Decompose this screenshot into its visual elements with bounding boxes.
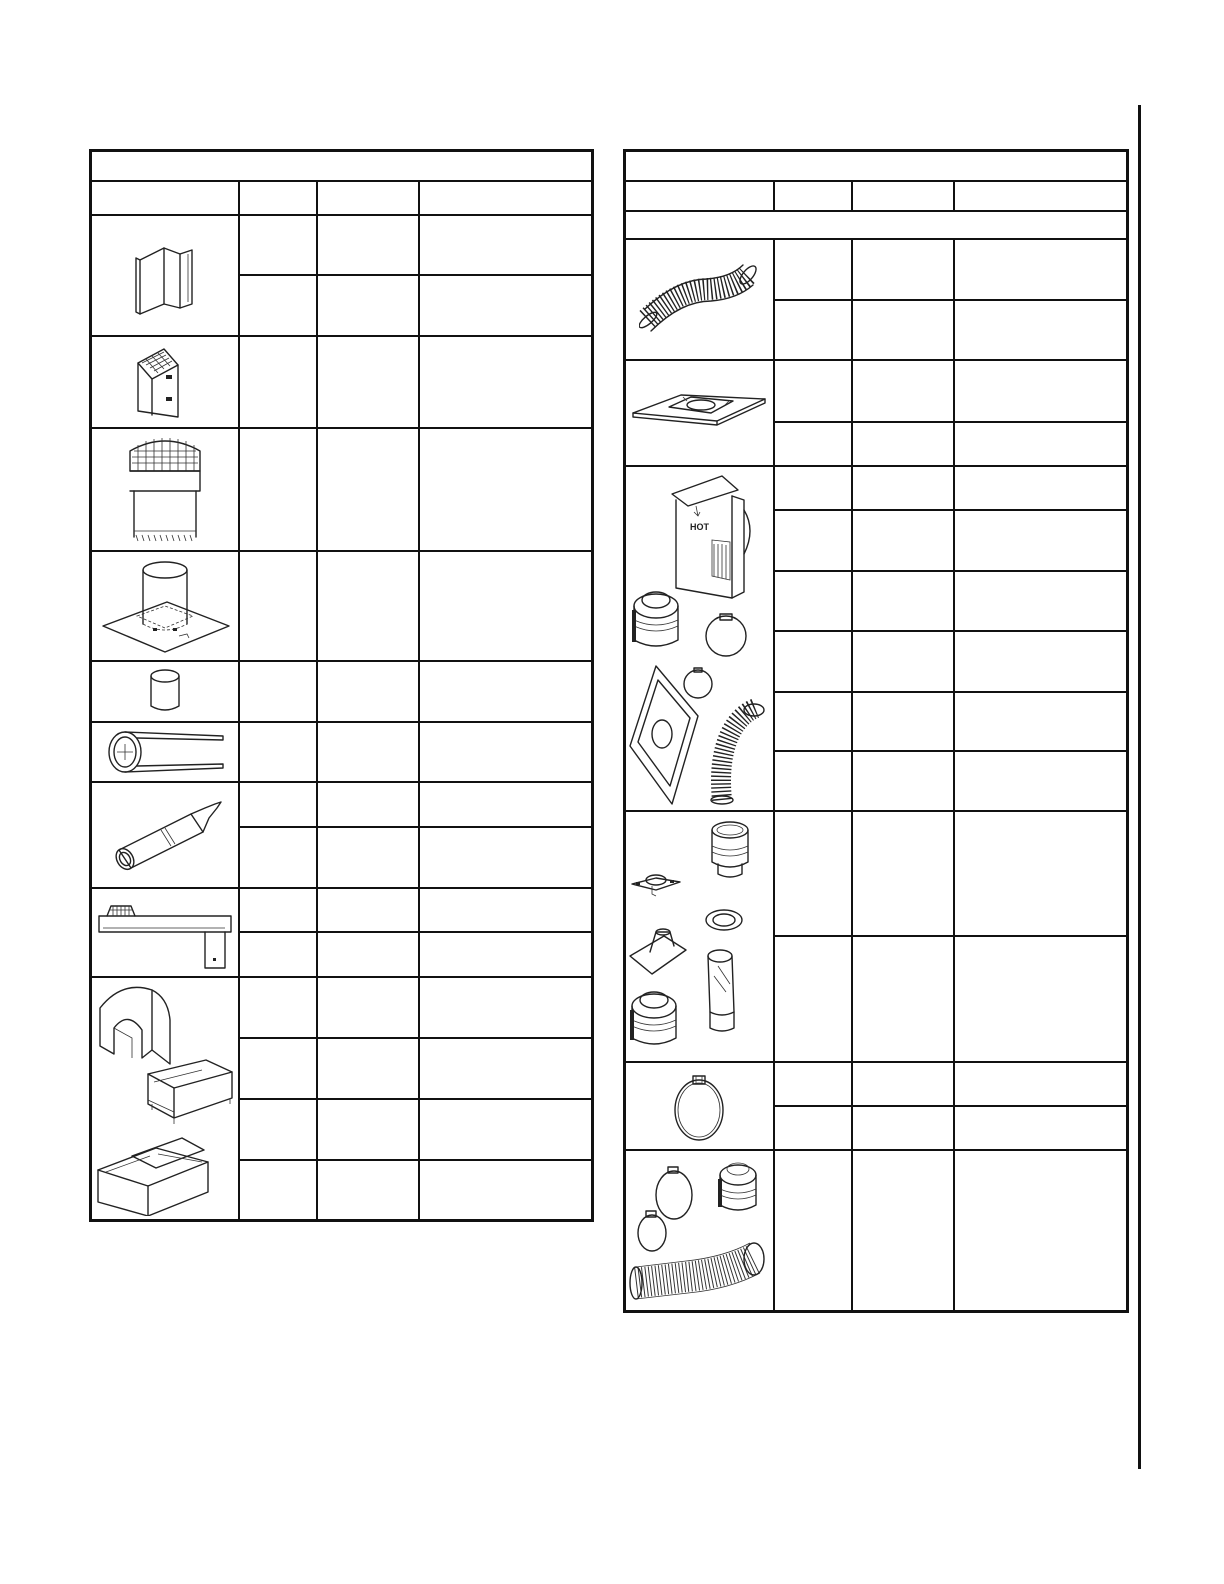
table-cell: [419, 661, 593, 722]
round-vent-cap-icon: [91, 428, 239, 551]
table-cell: [954, 631, 1128, 692]
table-cell: [419, 215, 593, 275]
table-cell: [317, 1099, 419, 1160]
page-margin-rule: [1138, 105, 1141, 1469]
table-cell: [419, 1038, 593, 1099]
table-cell: [954, 360, 1128, 422]
ceiling-firestop-icon: [625, 360, 774, 466]
table-cell: [239, 977, 317, 1038]
table-cell: [852, 1106, 954, 1150]
table-cell: [774, 1062, 852, 1106]
table-cell: [954, 300, 1128, 360]
table-cell: [774, 571, 852, 631]
table-cell: [419, 1099, 593, 1160]
table-cell: [419, 782, 593, 827]
table-cell: [239, 336, 317, 428]
table-cell: [419, 827, 593, 888]
table-cell: [239, 722, 317, 782]
table-cell: [419, 1160, 593, 1221]
table-title-cell: [91, 151, 593, 181]
table-cell: [954, 751, 1128, 811]
table-cell: [774, 422, 852, 466]
column-header-cell: [419, 181, 593, 215]
column-header-cell: [91, 181, 239, 215]
table-cell: [317, 722, 419, 782]
table-cell: [419, 977, 593, 1038]
table-cell: [954, 422, 1128, 466]
corner-bracket-icon: [91, 215, 239, 336]
table-cell: [774, 1150, 852, 1312]
table-cell: [239, 551, 317, 661]
table-cell: [774, 239, 852, 300]
table-cell: [419, 336, 593, 428]
table-cell: [774, 466, 852, 510]
table-cell: [419, 888, 593, 932]
table-cell: [774, 300, 852, 360]
table-cell: [239, 275, 317, 336]
table-cell: [419, 428, 593, 551]
column-header-cell: [954, 181, 1128, 211]
table-cell: [852, 571, 954, 631]
table-cell: [852, 811, 954, 936]
hot-warning-label: HOT: [690, 522, 710, 532]
table-cell: [774, 1106, 852, 1150]
table-cell: [954, 1150, 1128, 1312]
table-cell: [852, 936, 954, 1062]
parts-table-right: [623, 149, 1129, 1313]
table-cell: [419, 275, 593, 336]
table-cell: [239, 827, 317, 888]
table-cell: [239, 782, 317, 827]
table-cell: [852, 422, 954, 466]
table-cell: [774, 692, 852, 751]
liner-kit-icon: [625, 1150, 774, 1312]
table-cell: [852, 692, 954, 751]
table-cell: [954, 466, 1128, 510]
section-header-cell: [625, 211, 1128, 239]
table-cell: [419, 551, 593, 661]
column-header-cell: [625, 181, 774, 211]
mantel-support-icon: [91, 888, 239, 977]
flex-liner-icon: [625, 239, 774, 360]
table-cell: [774, 631, 852, 692]
table-cell: [239, 888, 317, 932]
table-cell: [317, 932, 419, 977]
table-cell: [419, 932, 593, 977]
table-cell: [317, 888, 419, 932]
table-cell: [954, 936, 1128, 1062]
table-cell: [317, 1038, 419, 1099]
flue-collar-plate-icon: [91, 551, 239, 661]
table-cell: [852, 1150, 954, 1312]
table-cell: [239, 1038, 317, 1099]
table-cell: [954, 692, 1128, 751]
table-cell: [774, 510, 852, 571]
column-header-cell: [774, 181, 852, 211]
table-cell: [239, 932, 317, 977]
column-header-cell: [317, 181, 419, 215]
table-cell: [852, 360, 954, 422]
column-header-cell: [852, 181, 954, 211]
table-cell: [954, 811, 1128, 936]
table-cell: [317, 428, 419, 551]
table-cell: [774, 811, 852, 936]
hood-vent-icon: [91, 336, 239, 428]
table-cell: [852, 239, 954, 300]
table-cell: [852, 300, 954, 360]
table-cell: [954, 510, 1128, 571]
pipe-bracket-icon: [91, 722, 239, 782]
chimney-kit-icon: [625, 811, 774, 1062]
table-cell: [954, 1106, 1128, 1150]
column-header-cell: [239, 181, 317, 215]
table-cell: [774, 751, 852, 811]
table-title-cell: [625, 151, 1128, 181]
table-cell: [852, 466, 954, 510]
table-cell: [317, 661, 419, 722]
table-cell: [419, 722, 593, 782]
table-cell: [852, 631, 954, 692]
pipe-cap-icon: [91, 661, 239, 722]
parts-table-left: [89, 149, 594, 1222]
table-cell: [317, 977, 419, 1038]
table-cell: [239, 1099, 317, 1160]
table-cell: [317, 827, 419, 888]
sealant-tube-icon: [91, 782, 239, 888]
table-cell: [852, 1062, 954, 1106]
table-cell: [852, 510, 954, 571]
table-cell: [317, 782, 419, 827]
table-cell: [239, 661, 317, 722]
band-clamp-icon: [625, 1062, 774, 1150]
table-cell: [774, 936, 852, 1062]
table-cell: [954, 239, 1128, 300]
table-cell: [774, 360, 852, 422]
table-cell: [239, 1160, 317, 1221]
table-cell: [239, 215, 317, 275]
termination-kit-icon: [625, 466, 774, 811]
table-cell: [954, 571, 1128, 631]
table-cell: [317, 551, 419, 661]
table-cell: [954, 1062, 1128, 1106]
enclosure-frames-icon: [91, 977, 239, 1221]
table-cell: [239, 428, 317, 551]
table-cell: [317, 336, 419, 428]
table-cell: [317, 215, 419, 275]
table-cell: [317, 1160, 419, 1221]
table-cell: [852, 751, 954, 811]
table-cell: [317, 275, 419, 336]
